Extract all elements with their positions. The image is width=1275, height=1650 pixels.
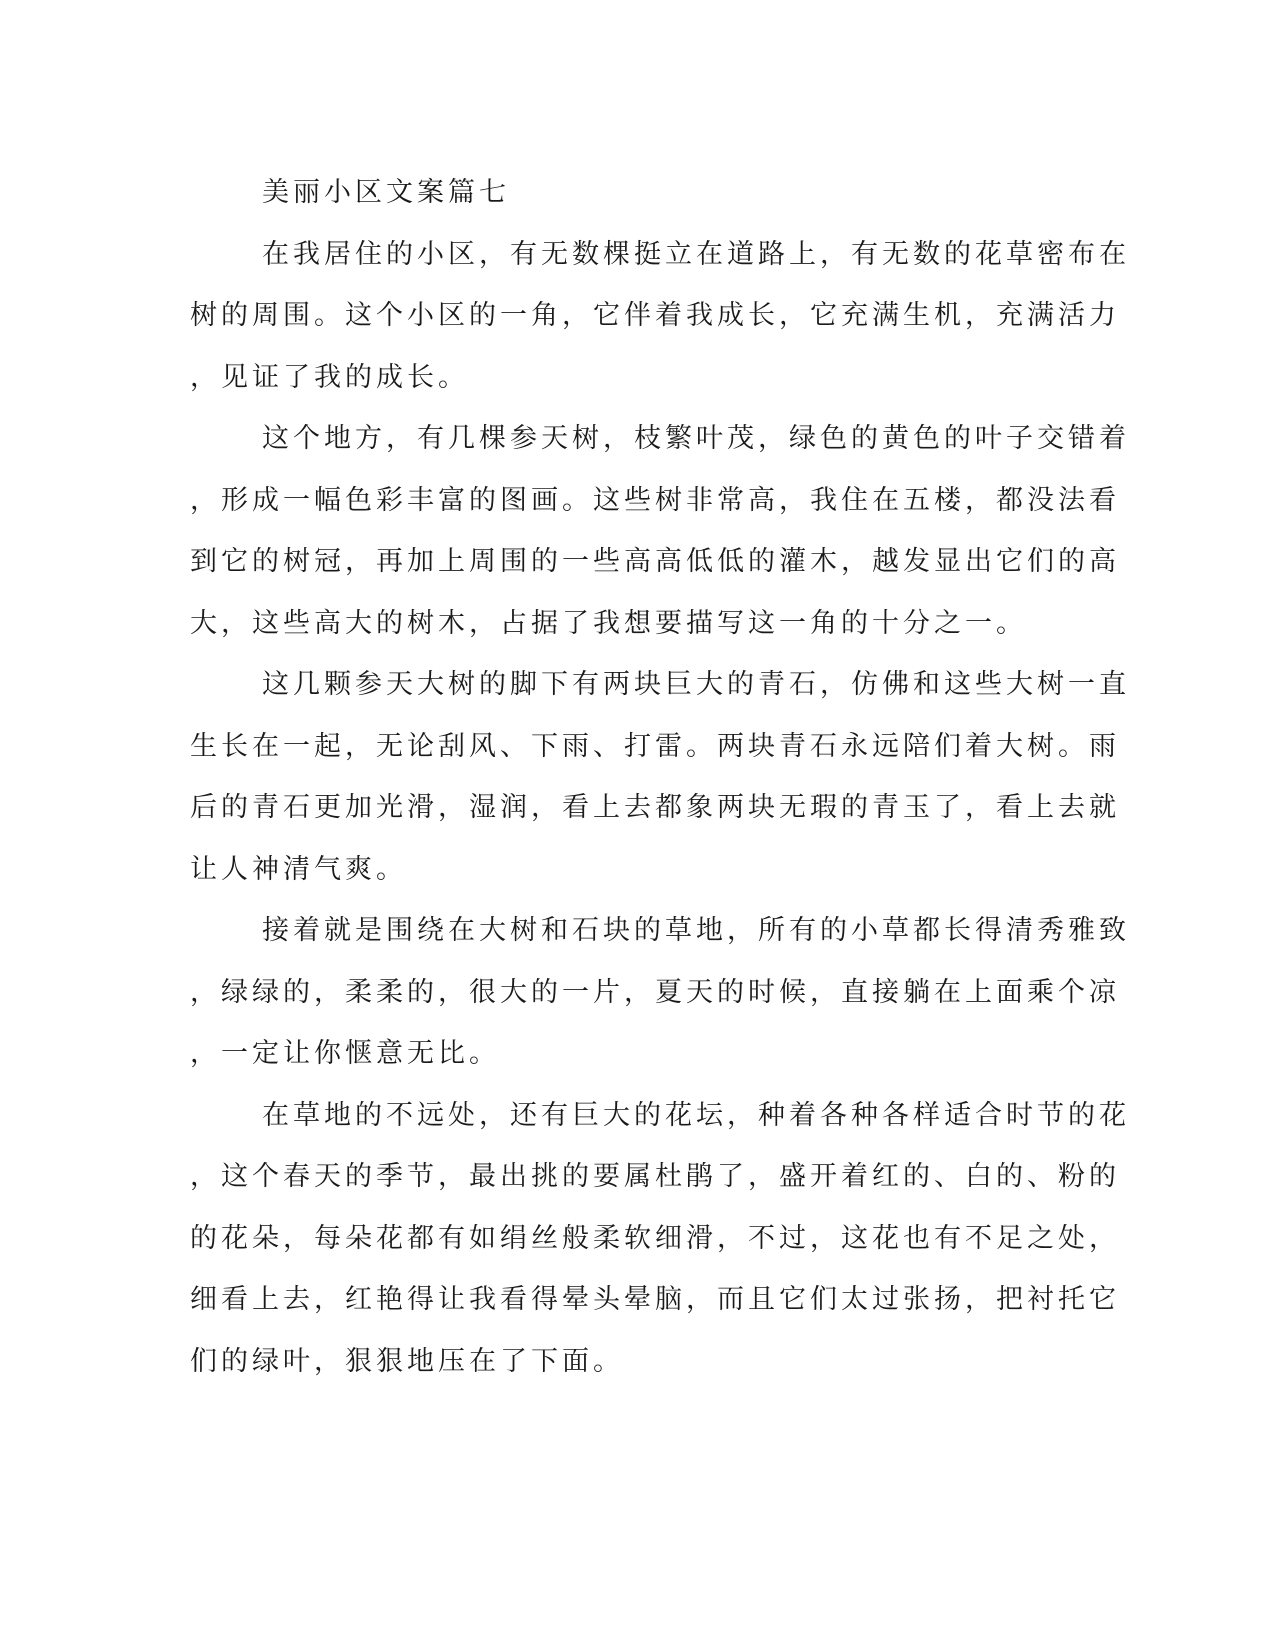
paragraph-3-line-2: 生长在一起，无论刮风、下雨、打雷。两块青石永远陪们着大树。雨	[190, 730, 1120, 762]
paragraph-4-line-1: 接着就是围绕在大树和石块的草地，所有的小草都长得清秀雅致	[262, 915, 1130, 946]
paragraph-5-line-1: 在草地的不远处，还有巨大的花坛，种着各种各样适合时节的花	[262, 1099, 1130, 1131]
paragraph-4-line-2: ，绿绿的，柔柔的，很大的一片，夏天的时候，直接躺在上面乘个凉	[190, 976, 1120, 1008]
paragraph-1-line-2: 树的周围。这个小区的一角，它伴着我成长，它充满生机，充满活力	[190, 300, 1120, 331]
paragraph-2-line-4: 大，这些高大的树木，占据了我想要描写这一角的十分之一。	[190, 607, 1027, 639]
paragraph-2-line-2: ，形成一幅色彩丰富的图画。这些树非常高，我住在五楼，都没法看	[190, 484, 1120, 516]
document-body	[190, 162, 1130, 1392]
paragraph-5-line-4: 细看上去，红艳得让我看得晕头晕脑，而且它们太过张扬，把衬托它	[190, 1284, 1120, 1315]
paragraph-3-line-4: 让人神清气爽。	[190, 853, 407, 885]
paragraph-2-line-1: 这个地方，有几棵参天树，枝繁叶茂，绿色的黄色的叶子交错着	[262, 423, 1130, 454]
paragraph-4-line-3: ，一定让你惬意无比。	[190, 1038, 500, 1069]
paragraph-2-line-3: 到它的树冠，再加上周围的一些高高低低的灌木，越发显出它们的高	[190, 546, 1120, 577]
paragraph-1-line-3: ，见证了我的成长。	[190, 361, 469, 393]
paragraph-5-line-3: 的花朵，每朵花都有如绢丝般柔软细滑，不过，这花也有不足之处，	[190, 1222, 1120, 1254]
paragraph-3-line-3: 后的青石更加光滑，湿润，看上去都象两块无瑕的青玉了，看上去就	[190, 792, 1120, 823]
paragraph-5-line-5: 们的绿叶，狠狠地压在了下面。	[190, 1345, 624, 1377]
paragraph-1-line-1: 在我居住的小区，有无数棵挺立在道路上，有无数的花草密布在	[262, 238, 1130, 270]
paragraph-3-line-1: 这几颗参天大树的脚下有两块巨大的青石，仿佛和这些大树一直	[262, 669, 1130, 700]
document-title: 美丽小区文案篇七	[262, 177, 510, 208]
paragraph-5-line-2: ，这个春天的季节，最出挑的要属杜鹃了，盛开着红的、白的、粉的	[190, 1161, 1120, 1192]
